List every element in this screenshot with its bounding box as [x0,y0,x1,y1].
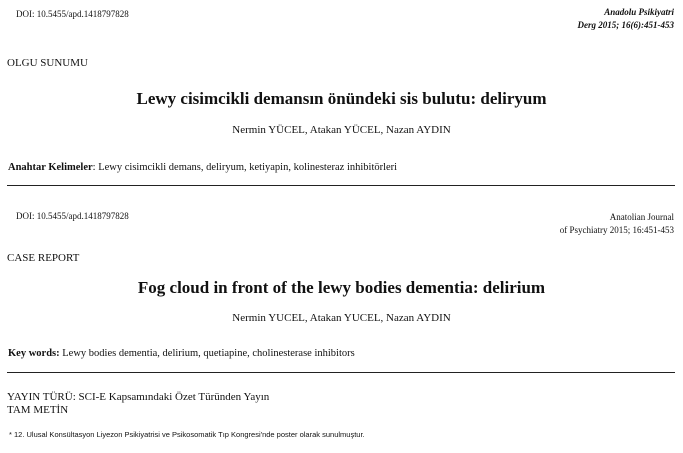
en-journal-citation: of Psychiatry 2015; 16:451-453 [559,225,674,235]
en-keywords [8,348,355,359]
tr-section-label: OLGU SUNUMU [7,57,88,69]
tr-article-title: Lewy cisimcikli demansın önündeki sis bulutu: deliryum [136,89,547,108]
en-authors: Nermin YUCEL, Atakan YUCEL, Nazan AYDIN [232,312,451,324]
en-doi: DOI: 10.5455/apd.1418797828 [16,211,129,221]
en-section-label: CASE REPORT [7,252,80,264]
en-keywords-label: Key words: [8,348,60,359]
footnote: * 12. Ulusal Konsültasyon Liyezon Psikiyatrisi ve Psikosomatik Tıp Kongresi'nde poster olarak sunulmuştur. [9,430,365,439]
tr-keywords-text: : Lewy cisimcikli demans, deliryum, ketiyapin, kolinesteraz inhibitörleri [92,162,398,173]
tr-authors: Nermin YÜCEL, Atakan YÜCEL, Nazan AYDIN [232,124,451,136]
tr-journal-name: Anadolu Psikiyatri [604,7,674,17]
tr-journal-citation: Derg 2015; 16(6):451-453 [577,20,674,30]
tr-doi: DOI: 10.5455/apd.1418797828 [16,9,129,19]
full-text-label: TAM METİN [7,404,69,416]
en-article-title: Fog cloud in front of the lewy bodies dementia: delirium [137,278,546,297]
tr-divider [7,185,675,186]
tr-keywords [8,162,397,173]
en-journal-name: Anatolian Journal [609,212,674,222]
en-keywords-text: Lewy bodies dementia, delirium, quetiapine, cholinesterase inhibitors [59,348,355,359]
publication-type: YAYIN TÜRÜ: SCI-E Kapsamındaki Özet Türünden Yayın [7,391,270,403]
en-divider [7,372,675,373]
tr-keywords-label: Anahtar Kelimeler [8,162,93,173]
